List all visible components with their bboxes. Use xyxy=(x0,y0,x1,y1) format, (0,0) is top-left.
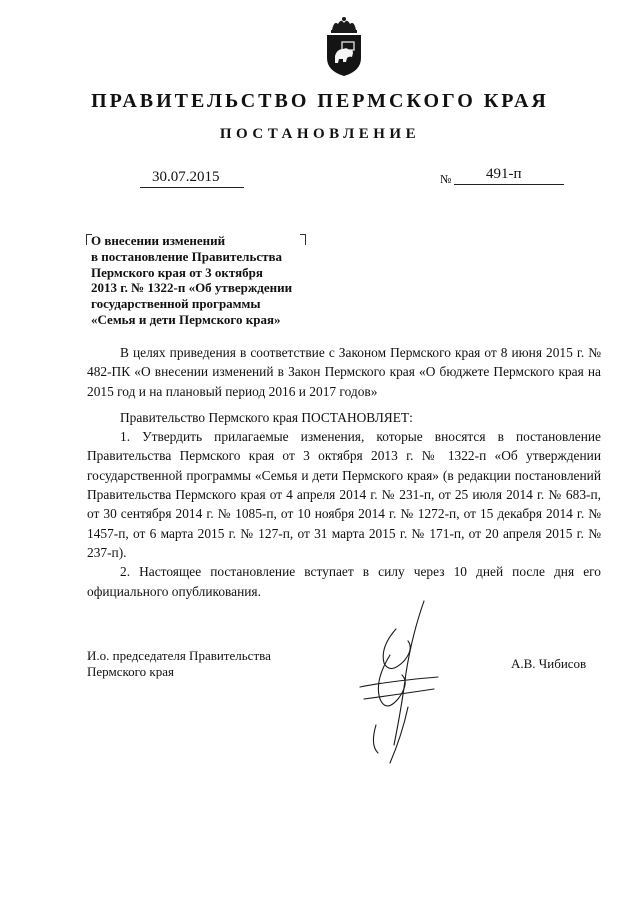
subject-line: государственной программы xyxy=(91,296,261,312)
date-underline xyxy=(140,187,244,188)
document-type-title: ПОСТАНОВЛЕНИЕ xyxy=(219,126,421,142)
subject-line: Пермского края от 3 октября xyxy=(91,264,263,280)
signatory-position xyxy=(87,648,271,680)
number-sign: № xyxy=(440,172,452,186)
handwritten-signature-icon xyxy=(350,595,450,770)
government-title: ПРАВИТЕЛЬСТВО ПЕРМСКОГО КРАЯ xyxy=(91,90,549,112)
document-body xyxy=(87,343,601,601)
document-number: 491-п xyxy=(486,166,522,182)
subject-line: «Семья и дети Пермского края» xyxy=(91,311,281,327)
number-underline xyxy=(454,184,564,185)
document-date: 30.07.2015 xyxy=(152,169,220,185)
position-line: И.о. председателя Правительства xyxy=(87,648,271,663)
preamble-paragraph: В целях приведения в соответствие с Законом Пермского края от 8 июня 2015 г. № 482-ПК «О внесении изменений в Закон Пермского края «О бюджете Пермского края на 2015 год и на плановый период 2016 и 2017 годов» xyxy=(87,345,601,399)
subject-line: в постановление Правительства xyxy=(91,248,283,264)
perm-krai-coat-of-arms-icon xyxy=(324,16,364,78)
subject-line: 2013 г. № 1322-п «Об утверждении xyxy=(91,280,293,296)
document-subject xyxy=(91,233,331,328)
item-1-paragraph: 1. Утвердить прилагаемые изменения, которые вносятся в постановление Правительства Пермского края от 3 октября 2013 г. № 1322-п «Об утверждении государственной программы «Семья и дети Пермского края» (в редакции постановлений Правительства Пермского края от 4 апреля 2014 г. № 231-п, от 25 июля 2014 г. № 683-п, от 30 сентября 2014 г. № 1085-п, от 10 ноября 2014 г. № 1272-п, от 15 декабря 2014 г. № 1457-п, от 6 марта 2015 г. № 127-п, от 31 марта 2015 г. № 171-п, от 20 апреля 2015 г. № 237-п). xyxy=(87,429,601,560)
subject-line: О внесении изменений xyxy=(91,233,226,248)
position-line: Пермского края xyxy=(87,664,174,679)
signatory-name: А.В. Чибисов xyxy=(511,656,587,671)
decree-line: Правительство Пермского края ПОСТАНОВЛЯЕТ: xyxy=(120,409,413,425)
item-2-paragraph: 2. Настоящее постановление вступает в силу через 10 дней после дня его официального опубликования. xyxy=(87,564,601,599)
